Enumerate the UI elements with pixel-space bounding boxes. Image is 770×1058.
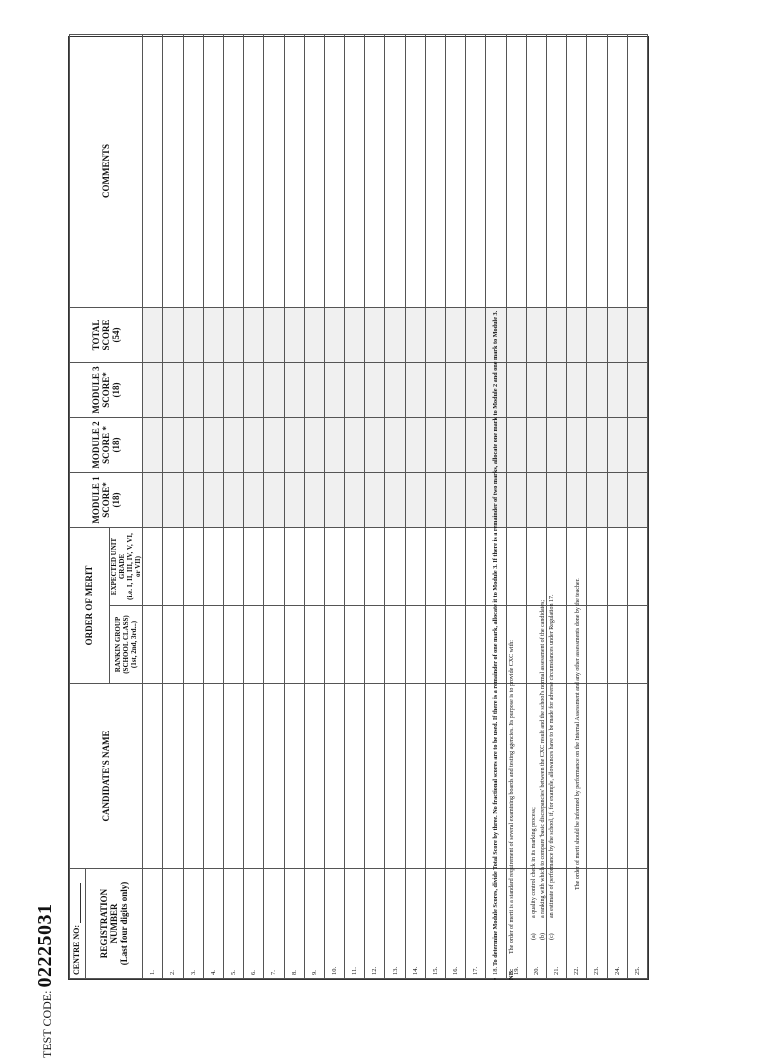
total-cell[interactable] — [425, 307, 445, 362]
module3-cell[interactable] — [143, 362, 163, 417]
module3-cell[interactable] — [627, 362, 647, 417]
table-row — [143, 34, 163, 978]
grade-cell[interactable] — [163, 527, 183, 605]
comments-cell[interactable] — [203, 34, 223, 307]
module1-cell[interactable] — [466, 472, 486, 527]
order-of-merit-table — [68, 36, 649, 980]
row-number: 19. — [512, 966, 520, 975]
module2-cell[interactable] — [446, 417, 466, 472]
row-number: 7. — [270, 970, 278, 975]
module3-cell[interactable] — [163, 362, 183, 417]
registration-cell[interactable] — [244, 869, 264, 979]
module3-cell[interactable] — [223, 362, 243, 417]
table-row — [304, 34, 324, 978]
comments-cell[interactable] — [244, 34, 264, 307]
total-cell[interactable] — [627, 307, 647, 362]
registration-cell[interactable] — [203, 869, 223, 979]
total-cell[interactable] — [466, 307, 486, 362]
comments-cell[interactable] — [466, 34, 486, 307]
comments-cell[interactable] — [183, 34, 203, 307]
module1-cell[interactable] — [506, 472, 526, 527]
registration-cell[interactable] — [223, 869, 243, 979]
grade-cell[interactable] — [425, 527, 445, 605]
comments-cell[interactable] — [163, 34, 183, 307]
total-cell[interactable] — [345, 307, 365, 362]
total-cell[interactable] — [244, 307, 264, 362]
row-number: 21. — [553, 966, 561, 975]
ranking-group-header: RANKIN GROUP (SCHOOL CLASS) (1st, 2nd, 3rd...) — [110, 606, 143, 684]
table-row — [385, 34, 405, 978]
ranking-cell[interactable] — [324, 606, 344, 684]
grade-cell[interactable] — [223, 527, 243, 605]
ranking-cell[interactable] — [385, 606, 405, 684]
grade-cell[interactable] — [587, 527, 607, 605]
module3-cell[interactable] — [385, 362, 405, 417]
module3-cell[interactable] — [466, 362, 486, 417]
nb-text: The order of merit is a standard requirement of several examining boards and testing agencies. Its purpose is to provide CXC with: — [509, 640, 515, 954]
module1-cell[interactable] — [546, 472, 566, 527]
module1-cell[interactable] — [607, 472, 627, 527]
row-number: 10. — [330, 966, 338, 975]
name-cell[interactable] — [587, 684, 607, 869]
table-row — [345, 34, 365, 978]
module1-cell[interactable] — [223, 472, 243, 527]
module1-cell[interactable] — [365, 472, 385, 527]
ranking-cell[interactable] — [304, 606, 324, 684]
module1-cell[interactable] — [143, 472, 163, 527]
module2-cell[interactable] — [405, 417, 425, 472]
module2-cell[interactable] — [304, 417, 324, 472]
row-number: 9. — [310, 970, 318, 975]
table-row — [163, 34, 183, 978]
comments-cell[interactable] — [264, 34, 284, 307]
module2-cell[interactable] — [627, 417, 647, 472]
module1-cell[interactable] — [446, 472, 466, 527]
registration-cell[interactable] — [405, 869, 425, 979]
module1-cell[interactable] — [405, 472, 425, 527]
module3-cell[interactable] — [587, 362, 607, 417]
row-number: 3. — [189, 970, 197, 975]
comments-cell[interactable] — [223, 34, 243, 307]
module1-cell[interactable] — [183, 472, 203, 527]
module3-cell[interactable] — [365, 362, 385, 417]
comments-cell[interactable] — [405, 34, 425, 307]
order-of-merit-header: ORDER OF MERIT — [70, 527, 110, 683]
name-cell[interactable] — [345, 684, 365, 869]
row-number: 13. — [391, 966, 399, 975]
module3-cell[interactable] — [526, 362, 546, 417]
ranking-cell[interactable] — [183, 606, 203, 684]
module3-cell[interactable] — [446, 362, 466, 417]
grade-cell[interactable] — [446, 527, 466, 605]
comments-header: COMMENTS — [70, 34, 143, 307]
ranking-cell[interactable] — [244, 606, 264, 684]
row-number: 6. — [250, 970, 258, 975]
table-row — [607, 34, 627, 978]
ranking-cell[interactable] — [163, 606, 183, 684]
row-number: 23. — [593, 966, 601, 975]
comments-cell[interactable] — [324, 34, 344, 307]
candidate-rows — [143, 34, 648, 978]
name-cell[interactable] — [203, 684, 223, 869]
grade-cell[interactable] — [244, 527, 264, 605]
grade-cell[interactable] — [203, 527, 223, 605]
name-cell[interactable] — [446, 684, 466, 869]
module1-cell[interactable] — [264, 472, 284, 527]
registration-cell[interactable] — [304, 869, 324, 979]
row-number: 12. — [371, 966, 379, 975]
row-number: 22. — [573, 966, 581, 975]
grade-cell[interactable] — [304, 527, 324, 605]
module2-header: MODULE 2 SCORE * (18) — [70, 417, 143, 472]
module2-cell[interactable] — [546, 417, 566, 472]
total-cell[interactable] — [405, 307, 425, 362]
comments-cell[interactable] — [143, 34, 163, 307]
total-cell[interactable] — [546, 307, 566, 362]
nb-item-a: (a)a quality control check in its marking process; — [531, 807, 537, 940]
table-row — [244, 34, 264, 978]
module2-cell[interactable] — [264, 417, 284, 472]
module3-cell[interactable] — [203, 362, 223, 417]
name-cell[interactable] — [264, 684, 284, 869]
row-number: 2. — [169, 970, 177, 975]
table-row — [203, 34, 223, 978]
total-cell[interactable] — [183, 307, 203, 362]
name-cell[interactable] — [365, 684, 385, 869]
table-row — [223, 34, 243, 978]
comments-cell[interactable] — [425, 34, 445, 307]
registration-cell[interactable] — [627, 869, 647, 979]
comments-cell[interactable] — [506, 34, 526, 307]
module1-cell[interactable] — [627, 472, 647, 527]
registration-cell[interactable] — [183, 869, 203, 979]
centre-no-field[interactable] — [70, 869, 86, 979]
grade-cell[interactable] — [143, 527, 163, 605]
total-cell[interactable] — [526, 307, 546, 362]
rotated-form-sheet — [34, 36, 656, 1058]
ranking-cell[interactable] — [627, 606, 647, 684]
row-number: 1. — [149, 970, 157, 975]
module1-cell[interactable] — [244, 472, 264, 527]
row-number: 11. — [351, 967, 359, 975]
module1-cell[interactable] — [304, 472, 324, 527]
name-cell[interactable] — [183, 684, 203, 869]
name-cell[interactable] — [143, 684, 163, 869]
comments-cell[interactable] — [607, 34, 627, 307]
module2-cell[interactable] — [526, 417, 546, 472]
module3-cell[interactable] — [324, 362, 344, 417]
module1-cell[interactable] — [324, 472, 344, 527]
module2-cell[interactable] — [567, 417, 587, 472]
total-cell[interactable] — [607, 307, 627, 362]
nb-item-c: (c)an estimate of performance by the school, if, for example, allowances have to be made for adverse circumstances under Regulation 17. — [549, 594, 555, 940]
total-score-header: TOTAL SCORE (54) — [70, 307, 143, 362]
comments-cell[interactable] — [526, 34, 546, 307]
module2-cell[interactable] — [587, 417, 607, 472]
module2-cell[interactable] — [244, 417, 264, 472]
module2-cell[interactable] — [143, 417, 163, 472]
name-cell[interactable] — [466, 684, 486, 869]
module1-cell[interactable] — [345, 472, 365, 527]
module2-cell[interactable] — [183, 417, 203, 472]
total-cell[interactable] — [365, 307, 385, 362]
grade-cell[interactable] — [526, 527, 546, 605]
ranking-cell[interactable] — [425, 606, 445, 684]
grade-cell[interactable] — [405, 527, 425, 605]
module3-cell[interactable] — [425, 362, 445, 417]
registration-cell[interactable] — [143, 869, 163, 979]
module-score-note: •To determine Module Scores, divide Total Score by three. No fractional scores are to be used. If there is a remainder of one mark, allocate it to Module 3. If there is a remainder of two marks, allocate one mark to Module 2 and one mark to Module 3. — [492, 310, 499, 980]
comments-cell[interactable] — [385, 34, 405, 307]
module2-cell[interactable] — [506, 417, 526, 472]
table-row — [587, 34, 607, 978]
registration-cell[interactable] — [607, 869, 627, 979]
grade-cell[interactable] — [365, 527, 385, 605]
ranking-cell[interactable] — [365, 606, 385, 684]
ranking-cell[interactable] — [284, 606, 304, 684]
module3-cell[interactable] — [405, 362, 425, 417]
total-cell[interactable] — [264, 307, 284, 362]
row-number: 17. — [472, 966, 480, 975]
module3-cell[interactable] — [264, 362, 284, 417]
candidate-name-header: CANDIDATE'S NAME — [70, 684, 143, 869]
module2-cell[interactable] — [324, 417, 344, 472]
comments-cell[interactable] — [284, 34, 304, 307]
total-cell[interactable] — [567, 307, 587, 362]
row-number: 16. — [452, 966, 460, 975]
total-cell[interactable] — [143, 307, 163, 362]
total-cell[interactable] — [304, 307, 324, 362]
row-number: 18. — [492, 966, 500, 975]
module2-cell[interactable] — [365, 417, 385, 472]
total-cell[interactable] — [446, 307, 466, 362]
table-row — [446, 34, 466, 978]
module3-cell[interactable] — [607, 362, 627, 417]
name-cell[interactable] — [385, 684, 405, 869]
total-cell[interactable] — [506, 307, 526, 362]
row-number: 20. — [532, 966, 540, 975]
module2-cell[interactable] — [223, 417, 243, 472]
name-cell[interactable] — [405, 684, 425, 869]
module2-cell[interactable] — [425, 417, 445, 472]
grade-cell[interactable] — [284, 527, 304, 605]
module3-cell[interactable] — [506, 362, 526, 417]
name-cell[interactable] — [284, 684, 304, 869]
grade-cell[interactable] — [183, 527, 203, 605]
comments-cell[interactable] — [345, 34, 365, 307]
module1-cell[interactable] — [284, 472, 304, 527]
table-row — [425, 34, 445, 978]
module2-cell[interactable] — [163, 417, 183, 472]
table-row — [264, 34, 284, 978]
total-cell[interactable] — [284, 307, 304, 362]
module1-cell[interactable] — [385, 472, 405, 527]
name-cell[interactable] — [607, 684, 627, 869]
ranking-cell[interactable] — [264, 606, 284, 684]
registration-cell[interactable] — [365, 869, 385, 979]
ranking-cell[interactable] — [345, 606, 365, 684]
total-cell[interactable] — [203, 307, 223, 362]
comments-cell[interactable] — [365, 34, 385, 307]
module1-cell[interactable] — [526, 472, 546, 527]
grade-cell[interactable] — [264, 527, 284, 605]
name-cell[interactable] — [425, 684, 445, 869]
row-number: 4. — [209, 970, 217, 975]
ranking-cell[interactable] — [607, 606, 627, 684]
ranking-cell[interactable] — [405, 606, 425, 684]
module2-cell[interactable] — [466, 417, 486, 472]
registration-cell[interactable] — [385, 869, 405, 979]
test-code: TEST CODE: 02225031 — [34, 903, 56, 1058]
comments-cell[interactable] — [486, 34, 506, 307]
module3-header: MODULE 3 SCORE* (18) — [70, 362, 143, 417]
module1-cell[interactable] — [587, 472, 607, 527]
ranking-cell[interactable] — [446, 606, 466, 684]
total-cell[interactable] — [163, 307, 183, 362]
name-cell[interactable] — [324, 684, 344, 869]
table-row — [466, 34, 486, 978]
module3-cell[interactable] — [244, 362, 264, 417]
grade-cell[interactable] — [627, 527, 647, 605]
grade-cell[interactable] — [466, 527, 486, 605]
table-row — [627, 34, 647, 978]
name-cell[interactable] — [627, 684, 647, 869]
module3-cell[interactable] — [567, 362, 587, 417]
name-cell[interactable] — [304, 684, 324, 869]
grade-cell[interactable] — [506, 527, 526, 605]
ranking-cell[interactable] — [587, 606, 607, 684]
row-number: 15. — [431, 966, 439, 975]
table-row — [183, 34, 203, 978]
row-number: 5. — [230, 970, 238, 975]
row-number: 14. — [411, 966, 419, 975]
comments-cell[interactable] — [304, 34, 324, 307]
total-cell[interactable] — [324, 307, 344, 362]
grade-cell[interactable] — [607, 527, 627, 605]
table-row — [324, 34, 344, 978]
row-number: 8. — [290, 970, 298, 975]
total-cell[interactable] — [223, 307, 243, 362]
comments-cell[interactable] — [567, 34, 587, 307]
ranking-cell[interactable] — [143, 606, 163, 684]
module2-cell[interactable] — [284, 417, 304, 472]
registration-cell[interactable] — [163, 869, 183, 979]
ranking-cell[interactable] — [466, 606, 486, 684]
registration-cell[interactable] — [264, 869, 284, 979]
expected-grade-header: EXPECTED UNIT GRADE (i.e. I, II, III, IV, V, VI, or VII) — [110, 527, 143, 605]
ranking-cell[interactable] — [223, 606, 243, 684]
grade-cell[interactable] — [324, 527, 344, 605]
registration-cell[interactable] — [345, 869, 365, 979]
module3-cell[interactable] — [304, 362, 324, 417]
comments-cell[interactable] — [546, 34, 566, 307]
module2-cell[interactable] — [203, 417, 223, 472]
registration-cell[interactable] — [466, 869, 486, 979]
module1-cell[interactable] — [425, 472, 445, 527]
table-row — [365, 34, 385, 978]
table-row — [284, 34, 304, 978]
grade-cell[interactable] — [385, 527, 405, 605]
module1-cell[interactable] — [203, 472, 223, 527]
registration-cell[interactable] — [284, 869, 304, 979]
registration-header: REGISTRATION NUMBER (Last four digits only) — [86, 869, 143, 979]
centre-no-label: CENTRE NO: — [72, 924, 81, 975]
module3-cell[interactable] — [284, 362, 304, 417]
comments-cell[interactable] — [587, 34, 607, 307]
module3-cell[interactable] — [546, 362, 566, 417]
comments-cell[interactable] — [627, 34, 647, 307]
row-number: 25. — [633, 966, 641, 975]
row-number: 24. — [613, 966, 621, 975]
module1-cell[interactable] — [163, 472, 183, 527]
module2-cell[interactable] — [385, 417, 405, 472]
table-row — [405, 34, 425, 978]
name-cell[interactable] — [163, 684, 183, 869]
registration-cell[interactable] — [446, 869, 466, 979]
registration-cell[interactable] — [324, 869, 344, 979]
module2-cell[interactable] — [607, 417, 627, 472]
module3-cell[interactable] — [345, 362, 365, 417]
nb-item-b: (b)a ranking with which to compare 'basic discrepancies' between the CXC result and the school's normal assessment of the candidates; — [540, 600, 546, 940]
test-code-label: TEST CODE — [40, 993, 54, 1058]
name-cell[interactable] — [223, 684, 243, 869]
test-code-value: 02225031 — [34, 903, 56, 988]
module3-cell[interactable] — [183, 362, 203, 417]
total-cell[interactable] — [385, 307, 405, 362]
comments-cell[interactable] — [446, 34, 466, 307]
name-cell[interactable] — [244, 684, 264, 869]
ranking-cell[interactable] — [203, 606, 223, 684]
registration-cell[interactable] — [425, 869, 445, 979]
total-cell[interactable] — [587, 307, 607, 362]
nb-final-note: The order of merit should be informed by performance on the Internal Assessment and any other assessments done by the teacher. — [575, 578, 581, 890]
registration-cell[interactable] — [587, 869, 607, 979]
module2-cell[interactable] — [345, 417, 365, 472]
module1-cell[interactable] — [567, 472, 587, 527]
grade-cell[interactable] — [345, 527, 365, 605]
module1-header: MODULE 1 SCORE* (18) — [70, 472, 143, 527]
nb-label: NB: — [508, 968, 515, 980]
